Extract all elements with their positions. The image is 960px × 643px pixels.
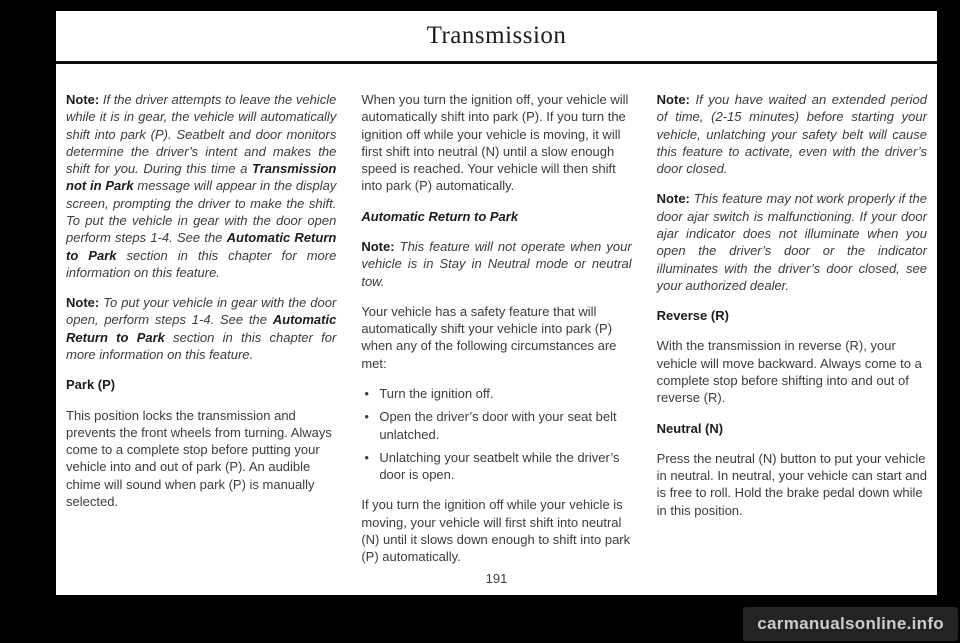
paragraph bbox=[66, 407, 336, 511]
text-run: Automatic Return to Park bbox=[361, 208, 519, 224]
text-run: To put your vehicle in gear with the door open, perform steps 1-4. See the bbox=[66, 295, 337, 328]
bullet-item: • Unlatching your seatbelt while the driver’s door is open. bbox=[361, 449, 631, 484]
page-number: 191 bbox=[485, 571, 508, 586]
text-run: This feature will not operate when your vehicle is in Stay in Neutral mode or neutral tow. bbox=[361, 238, 632, 289]
text-run: If you have waited an extended period of time, (2-15 minutes) before starting your vehicle, unlatching your safety belt will cause this feature to activate, even with the driver’s door closed. bbox=[656, 92, 927, 177]
note bbox=[657, 91, 927, 177]
text-run: Note: bbox=[656, 191, 694, 207]
section-heading-reverse bbox=[657, 307, 927, 324]
text-run: This position locks the transmission and prevents the front wheels from turning. Always come to a complete stop before putting your vehicle into and out of park (P). An audible chime will sound when park (P) is manually selected. bbox=[66, 407, 332, 509]
paragraph bbox=[361, 91, 631, 195]
text-column-2 bbox=[361, 91, 631, 578]
text-run: Your vehicle has a safety feature that will automatically shift your vehicle into park (P) when any of the following circumstances are met: bbox=[361, 303, 617, 371]
section-heading-neutral bbox=[657, 420, 927, 437]
text-run: When you turn the ignition off, your vehicle will automatically shift into park (P). If you turn the ignition off while your vehicle is moving, it will first shift into neutral (N) until a slow enough speed is reached. Your vehicle will then shift into park (P) automatically. bbox=[361, 92, 629, 194]
text-run: section in this chapter for more information on this feature. bbox=[66, 247, 337, 280]
text-run: If the driver attempts to leave the vehicle while it is in gear, the vehicle will automatically shift into park (P). Seatbelt and door monitors determine the driver’s intent and makes the shift for you. During this time a bbox=[66, 92, 337, 177]
paragraph bbox=[361, 496, 631, 565]
page-header bbox=[56, 11, 937, 61]
bullet-item: • Turn the ignition off. bbox=[361, 385, 631, 402]
page-title: Transmission bbox=[426, 22, 567, 49]
bullet-list bbox=[361, 385, 631, 483]
text-run: Press the neutral (N) button to put your vehicle in neutral. In neutral, your vehicle can start and is free to roll. Hold the brake pedal down while in this position. bbox=[656, 450, 927, 518]
text-run: Automatic Return to Park bbox=[66, 230, 337, 263]
note bbox=[66, 294, 336, 363]
text-column-1 bbox=[66, 91, 336, 578]
text-column-3 bbox=[657, 91, 927, 578]
note bbox=[361, 238, 631, 290]
section-heading-automatic-return-to-park bbox=[361, 208, 631, 225]
manual-page bbox=[56, 11, 937, 595]
text-run: Note: bbox=[66, 92, 103, 107]
text-run: Neutral (N) bbox=[656, 420, 724, 436]
text-run: Park (P) bbox=[66, 377, 116, 393]
text-run: Note: bbox=[361, 238, 400, 254]
paragraph bbox=[657, 337, 927, 406]
content-columns bbox=[56, 64, 937, 578]
bullet-item: • Open the driver’s door with your seat belt unlatched. bbox=[361, 408, 631, 443]
section-heading-park bbox=[66, 376, 336, 393]
text-run: If you turn the ignition off while your vehicle is moving, your vehicle will first shift into neutral (N) until it slows down enough to shift into park (P) automatically. bbox=[361, 497, 631, 565]
text-run: section in this chapter for more information on this feature. bbox=[66, 329, 337, 362]
text-run: This feature may not work properly if the door ajar switch is malfunctioning. If your door ajar indicator does not illuminate when you open the driver’s door or the indicator illuminates with the driver’s door closed, see your authorized dealer. bbox=[656, 191, 927, 293]
text-run: Transmission not in Park bbox=[66, 161, 337, 194]
paragraph bbox=[657, 450, 927, 519]
paragraph bbox=[361, 303, 631, 372]
watermark: carmanualsonline.info bbox=[743, 607, 958, 641]
text-run: message will appear in the display screen, prompting the driver to make the shift. To put the vehicle in gear with the door open perform steps 1-4. See the bbox=[66, 178, 337, 246]
text-run: Note: bbox=[656, 92, 696, 107]
text-run: Reverse (R) bbox=[656, 308, 729, 324]
note bbox=[657, 190, 927, 294]
text-run: With the transmission in reverse (R), your vehicle will move backward. Always come to a complete stop before shifting into and out of reverse (R). bbox=[656, 338, 922, 406]
text-run: Automatic Return to Park bbox=[66, 312, 337, 345]
note bbox=[66, 91, 336, 281]
text-run: Note: bbox=[66, 295, 104, 311]
